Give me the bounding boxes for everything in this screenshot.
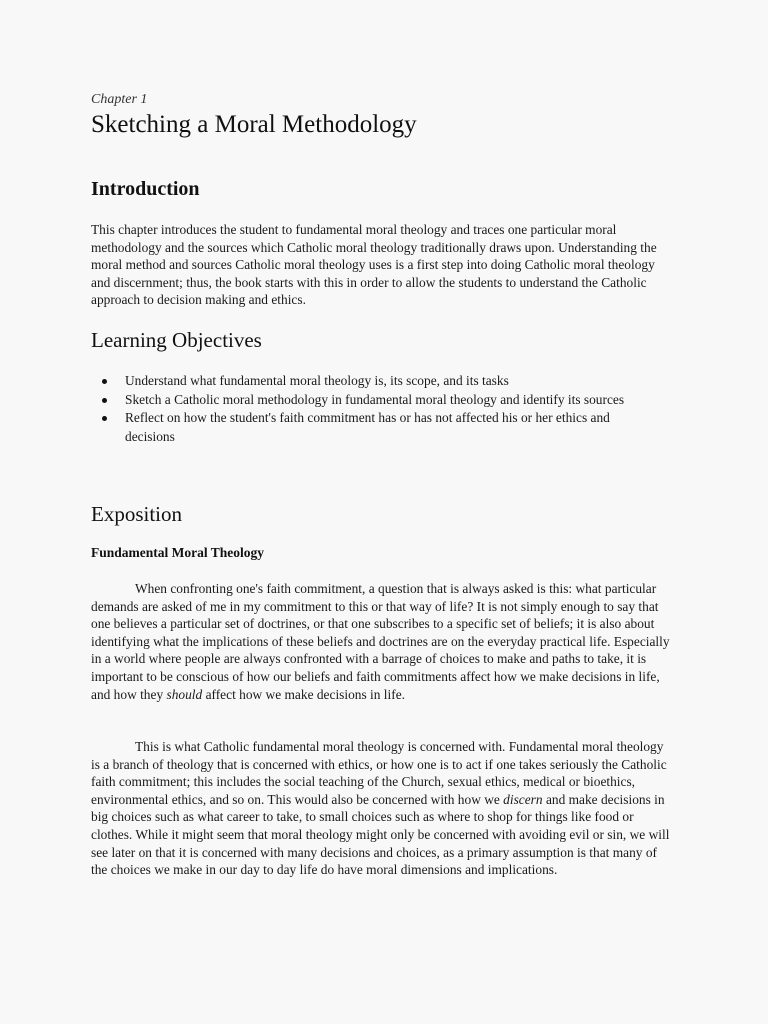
introduction-heading: Introduction (91, 178, 200, 200)
list-item (91, 391, 651, 410)
paragraph-text: When confronting one's faith commitment, a question that is always asked is this: what particular demands are asked of me in my commitment to this or that way of life? It is not simply enough to say that one believes a particular set of doctrines, or that one subscribes to a specific set of beliefs; it is also about identifying what the implications of these beliefs and doctrines are on the everyday practical life. Especially in a world where people are always confronted with a barrage of choices to make and paths to take, it is important to be conscious of how our beliefs and faith commitments affect how we make decisions in life, and how they (91, 581, 670, 702)
introduction-paragraph: This chapter introduces the student to fundamental moral theology and traces one particular moral methodology and the sources which Catholic moral theology traditionally draws upon. Understanding the moral method and sources Catholic moral theology uses is a first step into doing Catholic moral theology and discernment; thus, the book starts with this in order to allow the students to understand the Catholic approach to decision making and ethics. (91, 222, 657, 308)
learning-objectives-list (91, 372, 651, 446)
objective-text: Reflect on how the student's faith commitment has or has not affected his or her ethics and decisions (125, 410, 610, 444)
exposition-paragraph-2 (91, 738, 673, 879)
bullet-icon (102, 416, 107, 421)
paragraph-text: and make decisions in big choices such as what career to take, to small choices such as where to shop for things like food or clothes. While it might seem that moral theology might only be concerned with avoiding evil or sin, we will see later on that it is concerned with many decisions and choices, as a primary assumption is that many of the choices we make in our day to day life do have moral dimensions and implications. (91, 791, 670, 878)
exposition-heading: Exposition (91, 502, 183, 526)
objective-text: Sketch a Catholic moral methodology in fundamental moral theology and identify its sources (125, 391, 625, 407)
paragraph-text: This is what Catholic fundamental moral theology is concerned with. Fundamental moral theology is a branch of theology that is concerned with ethics, or how one is to act if one takes seriously the Catholic faith commitment; this includes the social teaching of the Church, sexual ethics, medical or bioethics, environmental ethics, and so on. This would also be concerned with how we (91, 739, 667, 807)
fundamental-moral-theology-subheading: Fundamental Moral Theology (91, 545, 265, 560)
emphasized-word: discern (503, 791, 543, 807)
chapter-title: Sketching a Moral Methodology (91, 111, 417, 138)
objective-text: Understand what fundamental moral theology is, its scope, and its tasks (125, 373, 509, 388)
emphasized-word: should (166, 686, 203, 702)
paragraph-text: affect how we make decisions in life. (202, 686, 405, 702)
bullet-icon (102, 379, 107, 384)
bullet-icon (102, 398, 107, 403)
exposition-paragraph-1 (91, 580, 673, 703)
list-item (91, 372, 651, 391)
list-item (91, 409, 651, 446)
chapter-label: Chapter 1 (91, 92, 148, 107)
learning-objectives-heading: Learning Objectives (91, 328, 262, 352)
